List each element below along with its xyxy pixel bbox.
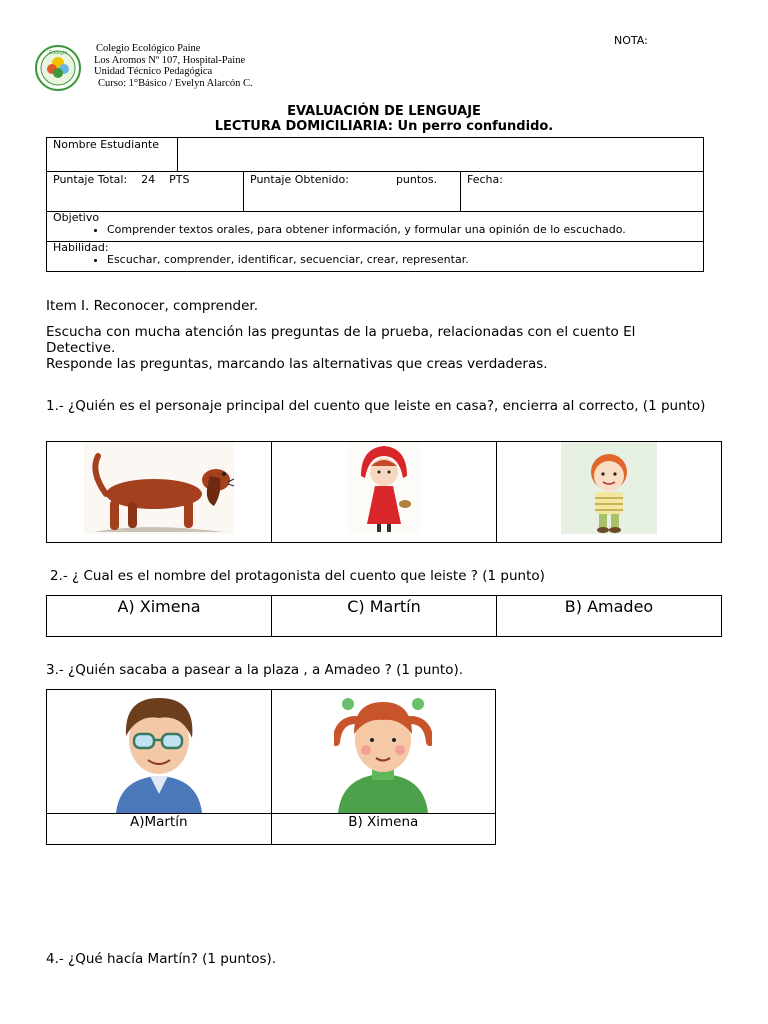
q2-option-c[interactable]: C) Martín bbox=[272, 596, 497, 637]
question-4: 4.- ¿Qué hacía Martín? (1 puntos). bbox=[46, 951, 277, 967]
school-unit: Unidad Técnico Pedagógica bbox=[94, 66, 213, 78]
title-line-1: EVALUACIÓN DE LENGUAJE bbox=[287, 104, 481, 119]
q3-options-table bbox=[46, 689, 496, 845]
school-name: Colegio Ecológico Paine bbox=[96, 43, 201, 54]
q1-options-table bbox=[46, 441, 722, 543]
habilidad-label: Habilidad: bbox=[53, 241, 109, 254]
puntaje-total-label: Puntaje Total: bbox=[53, 173, 128, 186]
question-3: 3.- ¿Quién sacaba a pasear a la plaza , a Amadeo ? (1 punto). bbox=[46, 662, 464, 678]
puntaje-total-unit: PTS bbox=[169, 173, 190, 186]
instructions-2: Responde las preguntas, marcando las alternativas que creas verdaderas. bbox=[46, 356, 548, 372]
boy-with-glasses-image bbox=[112, 690, 206, 813]
school-logo-icon bbox=[34, 44, 82, 92]
nombre-label: Nombre Estudiante bbox=[53, 138, 159, 151]
puntaje-obtenido-label: Puntaje Obtenido: bbox=[250, 173, 349, 186]
question-2: 2.- ¿ Cual es el nombre del protagonista del cuento que leiste ? (1 punto) bbox=[50, 568, 545, 584]
q2-options-table bbox=[46, 595, 722, 637]
q2-option-a[interactable]: A) Ximena bbox=[47, 596, 272, 637]
habilidad-cell bbox=[47, 242, 704, 272]
habilidad-text: • Escuchar, comprender, identificar, secuenciar, crear, representar. bbox=[107, 253, 697, 266]
q3-option-b[interactable]: B) Ximena bbox=[271, 814, 496, 845]
girl-with-pigtails-image bbox=[334, 690, 432, 813]
objetivo-cell bbox=[47, 212, 704, 242]
puntaje-total-value: 24 bbox=[141, 173, 156, 186]
q1-option-boy[interactable] bbox=[497, 442, 722, 543]
school-address: Los Aromos Nº 107, Hospital-Paine bbox=[94, 54, 246, 66]
q3-image-cell-a[interactable] bbox=[47, 690, 272, 814]
nombre-field[interactable] bbox=[178, 138, 704, 172]
fecha-label: Fecha: bbox=[467, 173, 503, 186]
instructions-1: Escucha con mucha atención las preguntas de la prueba, relacionadas con el cuento El Detective. bbox=[46, 324, 636, 356]
school-info bbox=[94, 43, 253, 89]
q3-option-a[interactable]: A)Martín bbox=[47, 814, 272, 845]
puntaje-total-cell bbox=[47, 172, 244, 212]
page-title bbox=[0, 104, 768, 134]
nota-label: NOTA: bbox=[614, 34, 648, 47]
red-haired-boy-image bbox=[561, 442, 657, 534]
student-info-table bbox=[46, 137, 704, 272]
title-line-2: LECTURA DOMICILIARIA: Un perro confundido. bbox=[214, 119, 554, 134]
q2-option-b[interactable]: B) Amadeo bbox=[497, 596, 722, 637]
q1-option-dog[interactable] bbox=[47, 442, 272, 543]
puntos-label: puntos. bbox=[395, 173, 438, 186]
q3-image-cell-b[interactable] bbox=[271, 690, 496, 814]
little-red-riding-hood-image bbox=[347, 442, 421, 534]
question-1: 1.- ¿Quién es el personaje principal del cuento que leiste en casa?, encierra al correcto, (1 punto) bbox=[46, 398, 706, 414]
nombre-label-cell bbox=[47, 138, 178, 172]
puntaje-obtenido-cell[interactable] bbox=[244, 172, 461, 212]
svg-text:Colegio: Colegio bbox=[48, 50, 68, 56]
item-title: Item I. Reconocer, comprender. bbox=[46, 298, 259, 314]
school-course: Curso: 1°Básico / Evelyn Alarcón C. bbox=[98, 77, 253, 89]
q1-option-red-hood[interactable] bbox=[272, 442, 497, 543]
objetivo-text: • Comprender textos orales, para obtener información, y formular una opinión de lo escuchado. bbox=[107, 223, 697, 236]
dachshund-dog-image bbox=[84, 442, 234, 534]
fecha-cell[interactable] bbox=[461, 172, 704, 212]
objetivo-label: Objetivo bbox=[53, 211, 100, 224]
